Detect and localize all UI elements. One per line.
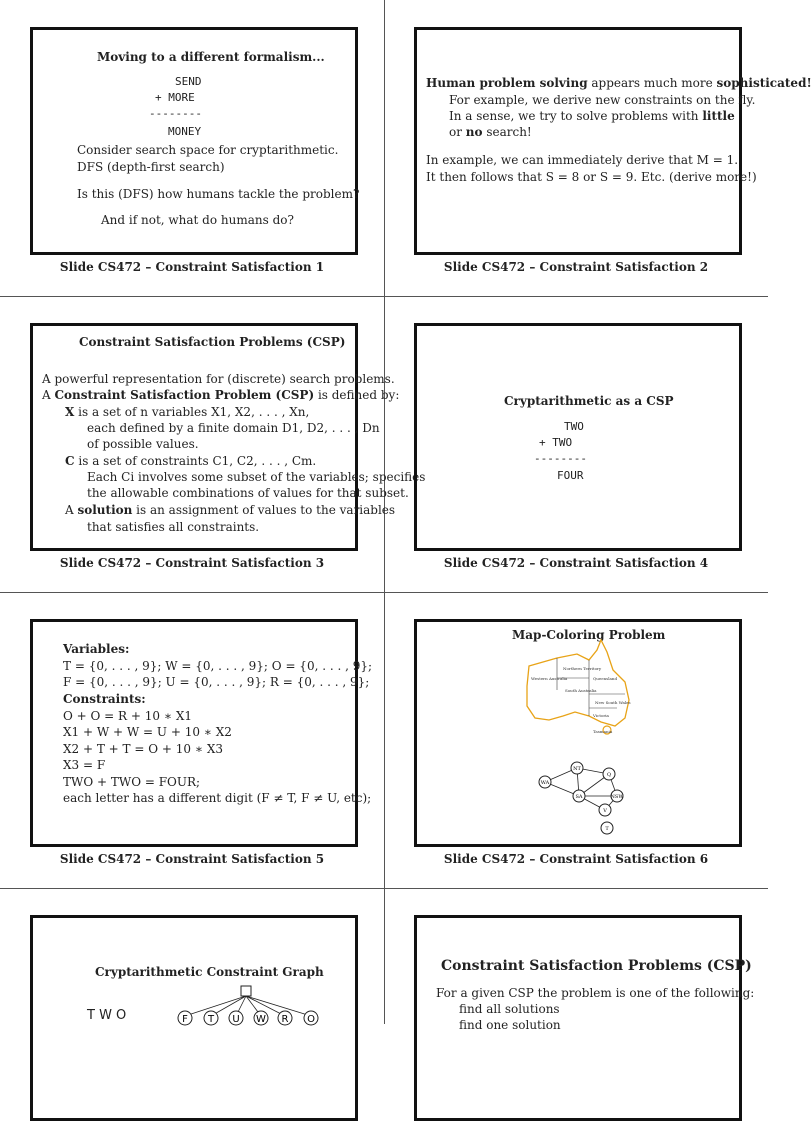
section-label: Variables: (63, 642, 130, 656)
body-line: DFS (depth-first search) (77, 160, 225, 174)
region-label: Western Australia (531, 676, 568, 681)
slide-frame (414, 915, 755, 1121)
puzzle-line: FOUR (557, 469, 584, 482)
map-diagram (417, 622, 739, 844)
slide-caption: Slide CS472 – Constraint Satisfaction 6 (443, 852, 709, 866)
body-line: A Constraint Satisfaction Problem (CSP) is defined by: (42, 388, 400, 402)
body-line: A solution is an assignment of values to the variables (65, 503, 396, 517)
body-line: It then follows that S = 8 or S = 9. Etc. (derive more!) (426, 170, 757, 184)
slide-caption: Slide CS472 – Constraint Satisfaction 1 (59, 260, 325, 274)
body-line: of possible values. (87, 437, 199, 451)
slide-2 (384, 0, 812, 296)
slide-caption: Slide CS472 – Constraint Satisfaction 4 (443, 556, 709, 570)
slide-5 (0, 592, 384, 888)
node-label: F (182, 1014, 188, 1025)
body-line: Each Ci involves some subset of the variables; specifies (87, 470, 426, 484)
region-label: South Australia (565, 688, 597, 693)
constraint-graph (33, 918, 355, 1118)
slide-title: Constraint Satisfaction Problems (CSP) (79, 335, 346, 349)
slide-7 (0, 888, 384, 1024)
body-line: A powerful representation for (discrete) search problems. (42, 372, 395, 386)
body-line: each letter has a different digit (F ≠ T, F ≠ U, etc); (63, 791, 372, 805)
region-label: Queensland (593, 676, 618, 681)
slide-3 (0, 296, 426, 592)
slide-6 (384, 592, 768, 888)
body-line: or no search! (449, 125, 532, 139)
graph-nodes (539, 762, 624, 834)
slide-frame (30, 27, 358, 255)
slide-title: Cryptarithmetic as a CSP (504, 394, 674, 408)
puzzle-rule: -------- (534, 452, 587, 465)
slide-frame (30, 323, 426, 551)
region-label: Northern Territory (563, 666, 602, 671)
node-label: SA (575, 794, 583, 800)
body-line: that satisfies all constraints. (87, 520, 260, 534)
slide-8 (384, 888, 768, 1032)
node-label: R (281, 1014, 289, 1025)
node-label: T (207, 1014, 215, 1025)
body-line: O + O = R + 10 ∗ X1 (63, 709, 192, 723)
slide-frame (30, 619, 373, 847)
node-label: T (605, 826, 609, 832)
body-line: For example, we derive new constraints on the fly. (449, 93, 756, 107)
puzzle-rule: -------- (149, 107, 202, 120)
slide-caption: Slide CS472 – Constraint Satisfaction 5 (59, 852, 325, 866)
slide-4 (384, 296, 768, 592)
body-line: For a given CSP the problem is one of the following: (436, 986, 755, 1000)
body-line: X2 + T + T = O + 10 ∗ X3 (63, 742, 223, 756)
body-line: find all solutions (459, 1002, 560, 1016)
australia-map (527, 640, 631, 734)
slide-frame (30, 915, 358, 1121)
puzzle-line: SEND (175, 75, 202, 88)
region-label: New South Wales (595, 700, 631, 705)
node-label: V (603, 808, 607, 814)
node-label: Q (606, 772, 612, 778)
puzzle-line: + MORE (155, 91, 195, 104)
slide-title: Constraint Satisfaction Problems (CSP) (441, 958, 752, 974)
puzzle-line: T W O (87, 1008, 127, 1023)
slide-frame (414, 27, 812, 255)
slide-title: Moving to a different formalism... (97, 50, 325, 64)
body-line: F = {0, . . . , 9}; U = {0, . . . , 9}; R = {0, . . . , 9}; (63, 675, 370, 689)
node-label: W (256, 1014, 266, 1025)
slide-title: Map-Coloring Problem (512, 628, 666, 642)
body-line: find one solution (459, 1018, 561, 1032)
node-label: WA (540, 780, 550, 786)
body-line: the allowable combinations of values for that subset. (87, 486, 409, 500)
body-line: And if not, what do humans do? (101, 213, 294, 227)
body-line: T = {0, . . . , 9}; W = {0, . . . , 9}; O = {0, . . . , 9}; (63, 659, 373, 673)
section-label: Constraints: (63, 692, 146, 706)
body-line: Consider search space for cryptarithmetic. (77, 143, 339, 157)
puzzle-line: MONEY (168, 125, 202, 138)
slide-1 (0, 0, 384, 296)
slide-caption: Slide CS472 – Constraint Satisfaction 3 (59, 556, 325, 570)
region-label: Tasmania (593, 729, 613, 734)
node-label: O (307, 1014, 315, 1025)
body-line: each defined by a finite domain D1, D2, . . . , Dn (87, 421, 380, 435)
node-label: NSW (610, 794, 624, 800)
slide-title: Cryptarithmetic Constraint Graph (95, 965, 324, 979)
body-line: Human problem solving appears much more sophisticated! (426, 76, 812, 90)
node-label: U (232, 1014, 240, 1025)
slide-frame (414, 323, 742, 551)
body-line: X1 + W + W = U + 10 ∗ X2 (63, 725, 232, 739)
body-line: X is a set of n variables X1, X2, . . . , Xn, (65, 405, 310, 419)
puzzle-line: + TWO (539, 436, 573, 449)
slide-frame (414, 619, 742, 847)
body-line: X3 = F (63, 758, 106, 772)
node-label: NT (573, 766, 581, 772)
body-line: Is this (DFS) how humans tackle the problem? (77, 187, 360, 201)
slide-caption: Slide CS472 – Constraint Satisfaction 2 (443, 260, 709, 274)
region-label: Victoria (593, 713, 609, 718)
body-line: TWO + TWO = FOUR; (63, 775, 201, 789)
body-line: In a sense, we try to solve problems with little (449, 109, 735, 123)
body-line: In example, we can immediately derive that M = 1. (426, 153, 739, 167)
body-line: C is a set of constraints C1, C2, . . . , Cm. (65, 454, 317, 468)
puzzle-line: TWO (564, 420, 584, 433)
